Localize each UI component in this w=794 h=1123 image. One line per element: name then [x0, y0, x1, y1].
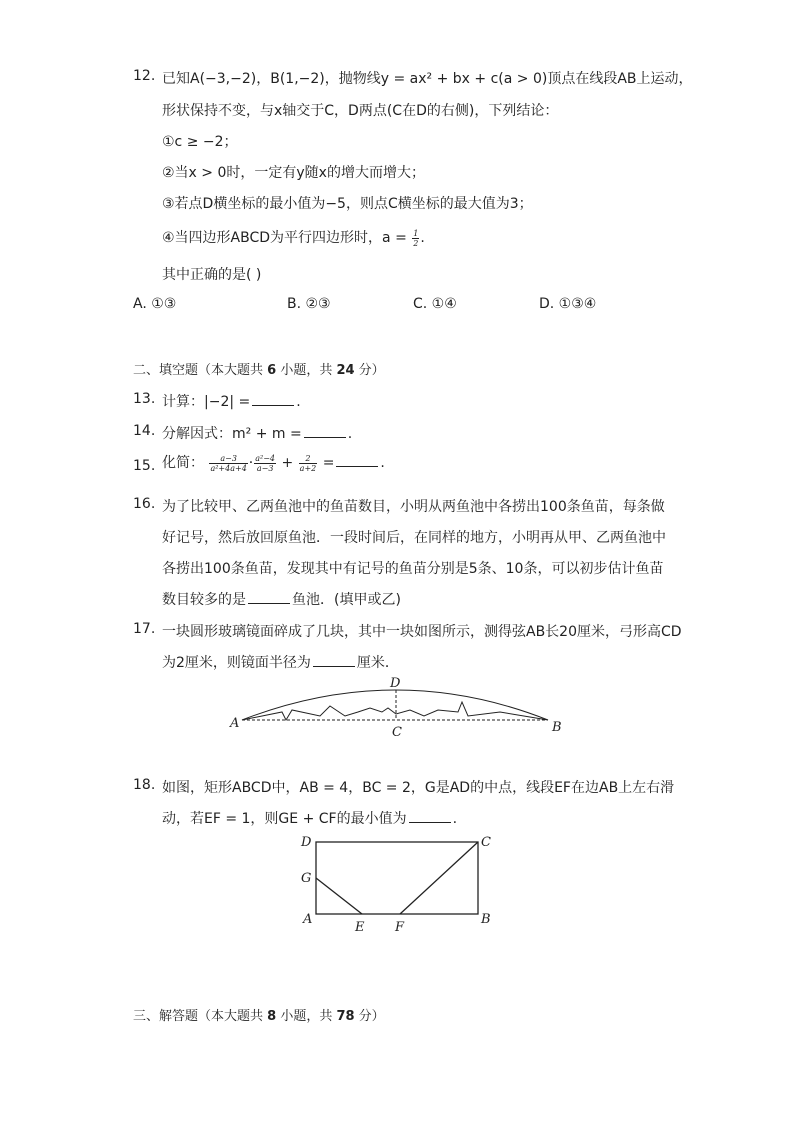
q12-stem-line1: 已知A(−3,−2)，B(1,−2)，抛物线y = ax² + bx + c(a > 0)顶点在线段AB上运动，	[162, 71, 693, 87]
frac-numerator: 2	[305, 453, 311, 463]
section-2-score: 24	[336, 363, 355, 378]
q18-label-c: C	[481, 835, 491, 850]
q17-line2-post: 厘米．	[356, 655, 399, 671]
q12-choice-4-text: ④当四边形ABCD为平行四边形时，a =	[162, 230, 407, 246]
q18-line2-post: .	[452, 811, 458, 827]
q18-answer-blank[interactable]	[409, 810, 451, 823]
section-2-count: 6	[267, 363, 277, 378]
q12-number: 12.	[133, 68, 156, 84]
q18-number: 18.	[133, 777, 156, 793]
q18-label-g: G	[301, 871, 312, 886]
q17-line1: 一块圆形玻璃镜面碎成了几块，其中一块如图所示，测得弦AB长20厘米，弓形高CD	[162, 624, 682, 640]
q14-stem: 分解因式：m² + m =	[162, 426, 302, 442]
frac-numerator: a−3	[220, 453, 237, 463]
q12-choice-3: ③若点D横坐标的最小值为−5，则点C横坐标的最大值为3；	[162, 196, 533, 212]
broken-mirror-diagram	[242, 690, 548, 720]
q12-option-d[interactable]: D. ①③④	[539, 296, 597, 312]
q17-label-d: D	[390, 676, 401, 691]
q16-line3: 各捞出100条鱼苗，发现其中有记号的鱼苗分别是5条、10条，可以初步估计鱼苗	[162, 561, 664, 577]
q13-stem: 计算：|−2| =	[162, 394, 251, 410]
section-2-title-pre: 二、填空题（本大题共	[133, 363, 268, 378]
q16-line4-pre: 数目较多的是	[162, 592, 246, 608]
q12-choice-4-period: .	[420, 230, 425, 246]
q12-ask: 其中正确的是( )	[162, 267, 262, 283]
frac-numerator: 1	[413, 228, 419, 238]
rectangle-diagram	[316, 842, 478, 914]
rectangle-abcd	[316, 842, 478, 914]
frac-denominator: 2	[413, 238, 419, 248]
q12-option-c[interactable]: C. ①④	[413, 296, 457, 312]
arc-ad-b	[242, 690, 548, 720]
q16-line1: 为了比较甲、乙两鱼池中的鱼苗数目，小明从两鱼池中各捞出100条鱼苗，每条做	[162, 499, 665, 515]
q12-choice-1: ①c ≥ −2；	[162, 134, 238, 150]
frac-denominator: a−3	[254, 463, 276, 473]
q15-number: 15.	[133, 458, 156, 474]
q14-period: .	[347, 426, 353, 442]
q17-label-b: B	[552, 720, 562, 735]
q18-line2	[162, 808, 457, 828]
q18-label-d: D	[301, 835, 312, 850]
q15-plus: +	[281, 455, 294, 471]
q12-option-a[interactable]: A. ①③	[133, 296, 177, 312]
frac-denominator: a²+4a+4	[210, 463, 247, 473]
q12-choice-2: ②当x > 0时，一定有y随x的增大而增大；	[162, 165, 425, 181]
segment-fc	[400, 842, 478, 914]
q15-dot: ·	[248, 455, 254, 471]
q18-line2-pre: 动，若EF = 1，则GE + CF的最小值为	[162, 811, 407, 827]
q12-stem-line2: 形状保持不变，与x轴交于C，D两点(C在D的右侧)，下列结论：	[162, 103, 559, 119]
q18-label-f: F	[395, 920, 405, 935]
q15-period: .	[380, 455, 385, 471]
q15-stem: 化简：	[162, 455, 204, 471]
q17-line2-pre: 为2厘米，则镜面半径为	[162, 655, 311, 671]
q12-option-b[interactable]: B. ②③	[287, 296, 331, 312]
q16-line4-post: 鱼池．(填甲或乙)	[292, 592, 401, 608]
q16-number: 16.	[133, 496, 156, 512]
q14-number: 14.	[133, 423, 156, 439]
q13-number: 13.	[133, 391, 156, 407]
section-3-title	[133, 1005, 385, 1024]
section-2-title-post: 分）	[354, 363, 385, 378]
segment-ge	[316, 878, 362, 914]
section-3-count: 8	[267, 1009, 277, 1024]
q18-line1: 如图，矩形ABCD中，AB = 4，BC = 2，G是AD的中点，线段EF在边AB上左右滑	[162, 780, 675, 796]
section-3-title-mid: 小题，共	[276, 1009, 337, 1024]
q18-label-a: A	[303, 912, 313, 927]
section-3-score: 78	[336, 1009, 355, 1024]
q13-period: .	[296, 394, 301, 410]
q15-equals: =	[322, 455, 335, 471]
q18-label-b: B	[481, 912, 491, 927]
frac-numerator: a²−4	[255, 453, 276, 463]
q17-label-a: A	[230, 716, 240, 731]
q16-line2: 好记号，然后放回原鱼池．一段时间后，在同样的地方，小明再从甲、乙两鱼池中	[162, 530, 666, 546]
q17-number: 17.	[133, 621, 156, 637]
frac-denominator: a+2	[299, 463, 317, 473]
section-3-title-post: 分）	[354, 1009, 385, 1024]
section-2-title-mid: 小题，共	[276, 363, 337, 378]
section-3-title-pre: 三、解答题（本大题共	[133, 1009, 268, 1024]
q18-label-e: E	[355, 920, 365, 935]
q17-label-c: C	[392, 725, 402, 740]
